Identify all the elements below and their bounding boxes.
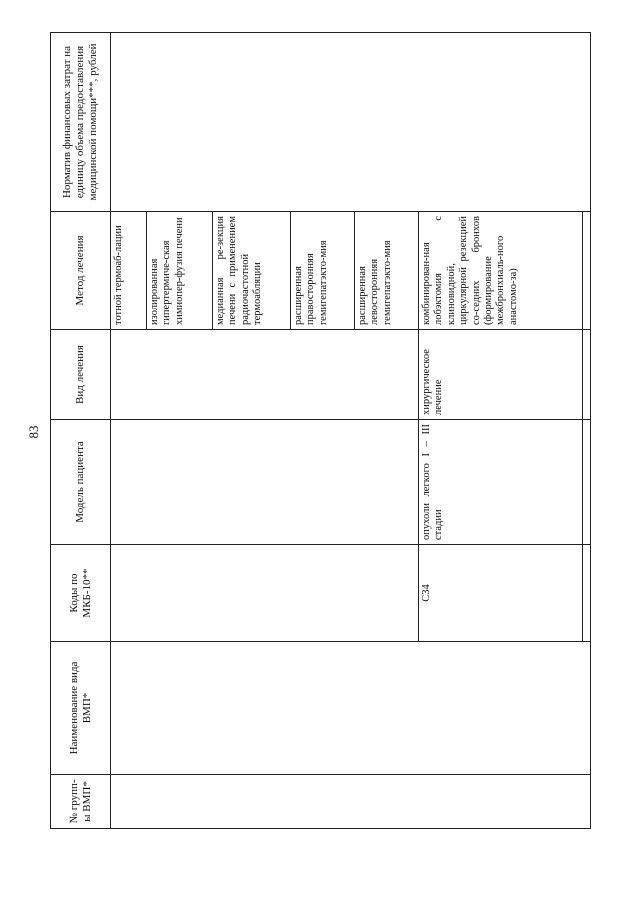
page-number: 83 [26, 425, 41, 439]
header-codes: Коды по МКБ-10** [51, 545, 111, 642]
method-cell: расширенная левосторонняя гемигепатэкто-мия [355, 212, 419, 330]
vmp-table [50, 32, 591, 829]
rotated-table-container [50, 33, 591, 829]
cell-empty [583, 545, 591, 642]
cell-empty [111, 420, 419, 545]
method-cell: расширенная правосторонняя гемигепатэкто-мия [291, 212, 355, 330]
method-cell: комбинирован-ная лобэктомия с клиновидной, циркулярной резекцией со-седних бронхов (формирование межбронхиаль-ного анастомо-за) [419, 212, 583, 330]
header-patient-model: Модель пациента [51, 420, 111, 545]
method-cell: изолированная гипертермиче-ская химиопер-фузия печени [147, 212, 213, 330]
method-cell: медианная ре-зекция печени с применением радиочастотной термоабляции [213, 212, 291, 330]
header-treatment-type: Вид лечения [51, 330, 111, 420]
cell-empty [583, 330, 591, 420]
cell-empty [583, 420, 591, 545]
cell-empty [111, 33, 591, 212]
cell-empty [111, 775, 591, 829]
treatment-type-cell: хирургическое лечение [419, 330, 583, 420]
header-type-name: Наименование вида ВМП* [51, 642, 111, 775]
cell-empty [111, 545, 419, 642]
cell-empty [583, 212, 591, 330]
cell-empty [111, 642, 591, 775]
code-cell: С34 [419, 545, 583, 642]
patient-model-cell: опухоли легкого I – III стадии [419, 420, 583, 545]
cell-empty [111, 330, 419, 420]
header-group-no: № групп-ы ВМП* [51, 775, 111, 829]
header-norm: Норматив финансовых затрат на единицу объема предоставления медицинской помощи***, рублей [51, 33, 111, 212]
header-method: Метод лечения [51, 212, 111, 330]
method-cell: тотной термоаб-лации [111, 212, 147, 330]
